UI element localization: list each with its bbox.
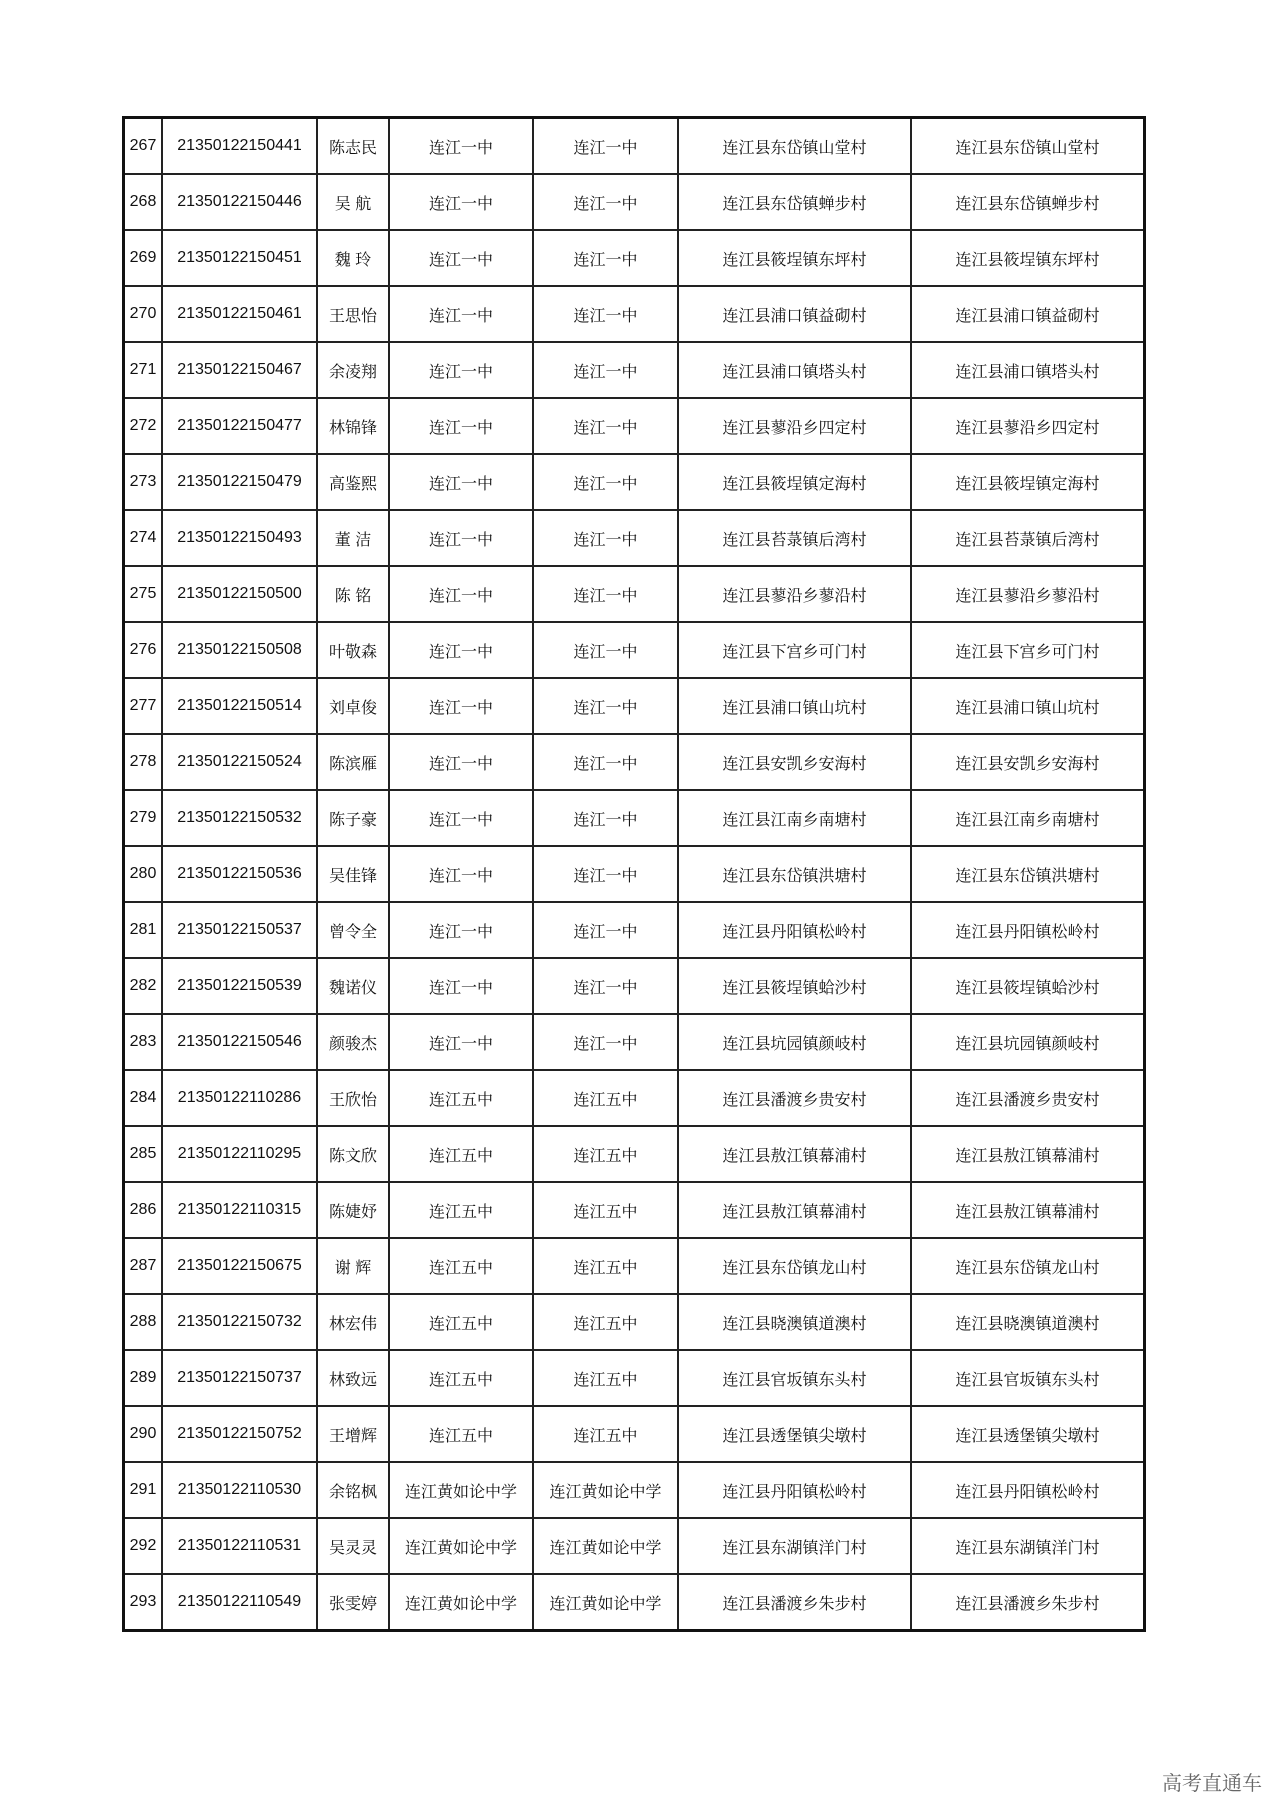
admitted-school-cell: 连江一中 xyxy=(533,342,678,398)
household-address-cell: 连江县蓼沿乡蓼沿村 xyxy=(678,566,911,622)
row-number-cell: 287 xyxy=(124,1238,163,1294)
school-cell: 连江一中 xyxy=(389,342,533,398)
table-row xyxy=(124,398,1145,454)
candidate-id-cell: 21350122150752 xyxy=(162,1406,317,1462)
table-row xyxy=(124,342,1145,398)
residence-address-cell: 连江县丹阳镇松岭村 xyxy=(911,1462,1145,1518)
school-cell: 连江五中 xyxy=(389,1070,533,1126)
admitted-school-cell: 连江黄如论中学 xyxy=(533,1518,678,1574)
candidate-id-cell: 21350122150737 xyxy=(162,1350,317,1406)
student-name-cell: 陈子豪 xyxy=(317,790,389,846)
row-number-cell: 278 xyxy=(124,734,163,790)
candidate-id-cell: 21350122150537 xyxy=(162,902,317,958)
school-cell: 连江一中 xyxy=(389,734,533,790)
admitted-school-cell: 连江五中 xyxy=(533,1350,678,1406)
student-name-cell: 王欣怡 xyxy=(317,1070,389,1126)
admitted-school-cell: 连江一中 xyxy=(533,622,678,678)
residence-address-cell: 连江县晓澳镇道澳村 xyxy=(911,1294,1145,1350)
student-name-cell: 林宏伟 xyxy=(317,1294,389,1350)
student-name-cell: 吴灵灵 xyxy=(317,1518,389,1574)
table-row xyxy=(124,1462,1145,1518)
row-number-cell: 281 xyxy=(124,902,163,958)
row-number-cell: 285 xyxy=(124,1126,163,1182)
row-number-cell: 268 xyxy=(124,174,163,230)
school-cell: 连江黄如论中学 xyxy=(389,1518,533,1574)
school-cell: 连江一中 xyxy=(389,510,533,566)
admitted-school-cell: 连江一中 xyxy=(533,510,678,566)
student-name-cell: 陈 铭 xyxy=(317,566,389,622)
residence-address-cell: 连江县敖江镇幕浦村 xyxy=(911,1126,1145,1182)
table-row xyxy=(124,230,1145,286)
candidate-id-cell: 21350122150532 xyxy=(162,790,317,846)
table-row xyxy=(124,846,1145,902)
residence-address-cell: 连江县潘渡乡贵安村 xyxy=(911,1070,1145,1126)
residence-address-cell: 连江县坑园镇颜岐村 xyxy=(911,1014,1145,1070)
household-address-cell: 连江县筱埕镇定海村 xyxy=(678,454,911,510)
household-address-cell: 连江县东岱镇洪塘村 xyxy=(678,846,911,902)
table-row xyxy=(124,286,1145,342)
residence-address-cell: 连江县苔菉镇后湾村 xyxy=(911,510,1145,566)
school-cell: 连江一中 xyxy=(389,454,533,510)
table-row xyxy=(124,1014,1145,1070)
household-address-cell: 连江县东湖镇洋门村 xyxy=(678,1518,911,1574)
table-row xyxy=(124,902,1145,958)
household-address-cell: 连江县丹阳镇松岭村 xyxy=(678,902,911,958)
student-name-cell: 林致远 xyxy=(317,1350,389,1406)
school-cell: 连江黄如论中学 xyxy=(389,1574,533,1631)
student-name-cell: 高鉴熙 xyxy=(317,454,389,510)
table-row xyxy=(124,622,1145,678)
residence-address-cell: 连江县东岱镇蝉步村 xyxy=(911,174,1145,230)
school-cell: 连江一中 xyxy=(389,846,533,902)
admitted-school-cell: 连江五中 xyxy=(533,1238,678,1294)
admitted-school-cell: 连江一中 xyxy=(533,678,678,734)
row-number-cell: 267 xyxy=(124,118,163,175)
row-number-cell: 270 xyxy=(124,286,163,342)
residence-address-cell: 连江县蓼沿乡四定村 xyxy=(911,398,1145,454)
admitted-school-cell: 连江一中 xyxy=(533,734,678,790)
residence-address-cell: 连江县敖江镇幕浦村 xyxy=(911,1182,1145,1238)
school-cell: 连江黄如论中学 xyxy=(389,1462,533,1518)
table-row xyxy=(124,118,1145,175)
residence-address-cell: 连江县浦口镇塔头村 xyxy=(911,342,1145,398)
admitted-school-cell: 连江一中 xyxy=(533,286,678,342)
row-number-cell: 275 xyxy=(124,566,163,622)
row-number-cell: 282 xyxy=(124,958,163,1014)
household-address-cell: 连江县蓼沿乡四定村 xyxy=(678,398,911,454)
school-cell: 连江五中 xyxy=(389,1406,533,1462)
student-name-cell: 颜骏杰 xyxy=(317,1014,389,1070)
candidate-id-cell: 21350122150446 xyxy=(162,174,317,230)
candidate-id-cell: 21350122150467 xyxy=(162,342,317,398)
residence-address-cell: 连江县丹阳镇松岭村 xyxy=(911,902,1145,958)
admitted-school-cell: 连江一中 xyxy=(533,846,678,902)
student-name-cell: 陈文欣 xyxy=(317,1126,389,1182)
admitted-school-cell: 连江一中 xyxy=(533,398,678,454)
school-cell: 连江一中 xyxy=(389,286,533,342)
student-roster-table xyxy=(122,116,1146,1632)
candidate-id-cell: 21350122110295 xyxy=(162,1126,317,1182)
household-address-cell: 连江县潘渡乡贵安村 xyxy=(678,1070,911,1126)
row-number-cell: 292 xyxy=(124,1518,163,1574)
table-row xyxy=(124,1294,1145,1350)
table-row xyxy=(124,1518,1145,1574)
admitted-school-cell: 连江一中 xyxy=(533,118,678,175)
admitted-school-cell: 连江一中 xyxy=(533,174,678,230)
candidate-id-cell: 21350122150524 xyxy=(162,734,317,790)
candidate-id-cell: 21350122110549 xyxy=(162,1574,317,1631)
table-row xyxy=(124,1182,1145,1238)
household-address-cell: 连江县下宫乡可门村 xyxy=(678,622,911,678)
household-address-cell: 连江县晓澳镇道澳村 xyxy=(678,1294,911,1350)
table-row xyxy=(124,1574,1145,1631)
school-cell: 连江一中 xyxy=(389,1014,533,1070)
residence-address-cell: 连江县筱埕镇蛤沙村 xyxy=(911,958,1145,1014)
admitted-school-cell: 连江一中 xyxy=(533,230,678,286)
table-row xyxy=(124,454,1145,510)
row-number-cell: 283 xyxy=(124,1014,163,1070)
table-row xyxy=(124,734,1145,790)
candidate-id-cell: 21350122150451 xyxy=(162,230,317,286)
household-address-cell: 连江县敖江镇幕浦村 xyxy=(678,1182,911,1238)
student-name-cell: 陈滨雁 xyxy=(317,734,389,790)
household-address-cell: 连江县东岱镇龙山村 xyxy=(678,1238,911,1294)
residence-address-cell: 连江县浦口镇益砌村 xyxy=(911,286,1145,342)
table-row xyxy=(124,510,1145,566)
school-cell: 连江一中 xyxy=(389,678,533,734)
admitted-school-cell: 连江一中 xyxy=(533,902,678,958)
row-number-cell: 273 xyxy=(124,454,163,510)
student-name-cell: 魏 玲 xyxy=(317,230,389,286)
table-row xyxy=(124,566,1145,622)
residence-address-cell: 连江县筱埕镇东坪村 xyxy=(911,230,1145,286)
roster-body xyxy=(124,118,1145,1631)
household-address-cell: 连江县透堡镇尖墩村 xyxy=(678,1406,911,1462)
candidate-id-cell: 21350122110531 xyxy=(162,1518,317,1574)
school-cell: 连江五中 xyxy=(389,1350,533,1406)
school-cell: 连江五中 xyxy=(389,1126,533,1182)
admitted-school-cell: 连江五中 xyxy=(533,1070,678,1126)
residence-address-cell: 连江县安凯乡安海村 xyxy=(911,734,1145,790)
student-name-cell: 张雯婷 xyxy=(317,1574,389,1631)
candidate-id-cell: 21350122150514 xyxy=(162,678,317,734)
household-address-cell: 连江县浦口镇山坑村 xyxy=(678,678,911,734)
residence-address-cell: 连江县透堡镇尖墩村 xyxy=(911,1406,1145,1462)
candidate-id-cell: 21350122150441 xyxy=(162,118,317,175)
row-number-cell: 284 xyxy=(124,1070,163,1126)
residence-address-cell: 连江县东岱镇山堂村 xyxy=(911,118,1145,175)
candidate-id-cell: 21350122110315 xyxy=(162,1182,317,1238)
household-address-cell: 连江县官坂镇东头村 xyxy=(678,1350,911,1406)
student-name-cell: 王增辉 xyxy=(317,1406,389,1462)
row-number-cell: 291 xyxy=(124,1462,163,1518)
admitted-school-cell: 连江一中 xyxy=(533,566,678,622)
row-number-cell: 276 xyxy=(124,622,163,678)
student-name-cell: 刘卓俊 xyxy=(317,678,389,734)
candidate-id-cell: 21350122150732 xyxy=(162,1294,317,1350)
residence-address-cell: 连江县东岱镇洪塘村 xyxy=(911,846,1145,902)
student-name-cell: 吴佳锋 xyxy=(317,846,389,902)
school-cell: 连江一中 xyxy=(389,398,533,454)
household-address-cell: 连江县敖江镇幕浦村 xyxy=(678,1126,911,1182)
household-address-cell: 连江县筱埕镇蛤沙村 xyxy=(678,958,911,1014)
row-number-cell: 289 xyxy=(124,1350,163,1406)
candidate-id-cell: 21350122150539 xyxy=(162,958,317,1014)
residence-address-cell: 连江县蓼沿乡蓼沿村 xyxy=(911,566,1145,622)
row-number-cell: 274 xyxy=(124,510,163,566)
school-cell: 连江五中 xyxy=(389,1182,533,1238)
table-row xyxy=(124,678,1145,734)
household-address-cell: 连江县潘渡乡朱步村 xyxy=(678,1574,911,1631)
student-name-cell: 吴 航 xyxy=(317,174,389,230)
row-number-cell: 293 xyxy=(124,1574,163,1631)
candidate-id-cell: 21350122150493 xyxy=(162,510,317,566)
school-cell: 连江一中 xyxy=(389,118,533,175)
residence-address-cell: 连江县东岱镇龙山村 xyxy=(911,1238,1145,1294)
candidate-id-cell: 21350122150479 xyxy=(162,454,317,510)
school-cell: 连江五中 xyxy=(389,1294,533,1350)
row-number-cell: 286 xyxy=(124,1182,163,1238)
candidate-id-cell: 21350122110530 xyxy=(162,1462,317,1518)
household-address-cell: 连江县丹阳镇松岭村 xyxy=(678,1462,911,1518)
row-number-cell: 269 xyxy=(124,230,163,286)
household-address-cell: 连江县江南乡南塘村 xyxy=(678,790,911,846)
admitted-school-cell: 连江黄如论中学 xyxy=(533,1574,678,1631)
admitted-school-cell: 连江一中 xyxy=(533,1014,678,1070)
admitted-school-cell: 连江五中 xyxy=(533,1182,678,1238)
admitted-school-cell: 连江五中 xyxy=(533,1126,678,1182)
watermark: 高考直通车 xyxy=(1162,1773,1262,1795)
school-cell: 连江五中 xyxy=(389,1238,533,1294)
household-address-cell: 连江县筱埕镇东坪村 xyxy=(678,230,911,286)
candidate-id-cell: 21350122150675 xyxy=(162,1238,317,1294)
student-name-cell: 谢 辉 xyxy=(317,1238,389,1294)
admitted-school-cell: 连江黄如论中学 xyxy=(533,1462,678,1518)
school-cell: 连江一中 xyxy=(389,230,533,286)
household-address-cell: 连江县浦口镇益砌村 xyxy=(678,286,911,342)
student-name-cell: 余凌翔 xyxy=(317,342,389,398)
household-address-cell: 连江县浦口镇塔头村 xyxy=(678,342,911,398)
household-address-cell: 连江县东岱镇蝉步村 xyxy=(678,174,911,230)
residence-address-cell: 连江县潘渡乡朱步村 xyxy=(911,1574,1145,1631)
residence-address-cell: 连江县筱埕镇定海村 xyxy=(911,454,1145,510)
admitted-school-cell: 连江一中 xyxy=(533,454,678,510)
admitted-school-cell: 连江一中 xyxy=(533,958,678,1014)
student-name-cell: 曾令全 xyxy=(317,902,389,958)
residence-address-cell: 连江县浦口镇山坑村 xyxy=(911,678,1145,734)
row-number-cell: 279 xyxy=(124,790,163,846)
household-address-cell: 连江县坑园镇颜岐村 xyxy=(678,1014,911,1070)
admitted-school-cell: 连江五中 xyxy=(533,1406,678,1462)
student-name-cell: 魏诺仪 xyxy=(317,958,389,1014)
student-name-cell: 余铭枫 xyxy=(317,1462,389,1518)
candidate-id-cell: 21350122150461 xyxy=(162,286,317,342)
residence-address-cell: 连江县江南乡南塘村 xyxy=(911,790,1145,846)
residence-address-cell: 连江县官坂镇东头村 xyxy=(911,1350,1145,1406)
household-address-cell: 连江县安凯乡安海村 xyxy=(678,734,911,790)
table-row xyxy=(124,1238,1145,1294)
student-name-cell: 林锦锋 xyxy=(317,398,389,454)
household-address-cell: 连江县苔菉镇后湾村 xyxy=(678,510,911,566)
row-number-cell: 290 xyxy=(124,1406,163,1462)
table-row xyxy=(124,1070,1145,1126)
school-cell: 连江一中 xyxy=(389,174,533,230)
candidate-id-cell: 21350122110286 xyxy=(162,1070,317,1126)
school-cell: 连江一中 xyxy=(389,902,533,958)
row-number-cell: 271 xyxy=(124,342,163,398)
student-name-cell: 陈婕妤 xyxy=(317,1182,389,1238)
residence-address-cell: 连江县东湖镇洋门村 xyxy=(911,1518,1145,1574)
row-number-cell: 288 xyxy=(124,1294,163,1350)
student-name-cell: 陈志民 xyxy=(317,118,389,175)
admitted-school-cell: 连江五中 xyxy=(533,1294,678,1350)
table-row xyxy=(124,1406,1145,1462)
candidate-id-cell: 21350122150508 xyxy=(162,622,317,678)
table-row xyxy=(124,1126,1145,1182)
school-cell: 连江一中 xyxy=(389,790,533,846)
admitted-school-cell: 连江一中 xyxy=(533,790,678,846)
residence-address-cell: 连江县下宫乡可门村 xyxy=(911,622,1145,678)
table-row xyxy=(124,174,1145,230)
school-cell: 连江一中 xyxy=(389,622,533,678)
student-name-cell: 叶敬森 xyxy=(317,622,389,678)
candidate-id-cell: 21350122150477 xyxy=(162,398,317,454)
student-name-cell: 王思怡 xyxy=(317,286,389,342)
candidate-id-cell: 21350122150546 xyxy=(162,1014,317,1070)
row-number-cell: 280 xyxy=(124,846,163,902)
candidate-id-cell: 21350122150500 xyxy=(162,566,317,622)
school-cell: 连江一中 xyxy=(389,958,533,1014)
row-number-cell: 277 xyxy=(124,678,163,734)
household-address-cell: 连江县东岱镇山堂村 xyxy=(678,118,911,175)
table-row xyxy=(124,1350,1145,1406)
table-row xyxy=(124,790,1145,846)
row-number-cell: 272 xyxy=(124,398,163,454)
school-cell: 连江一中 xyxy=(389,566,533,622)
candidate-id-cell: 21350122150536 xyxy=(162,846,317,902)
table-row xyxy=(124,958,1145,1014)
student-name-cell: 董 洁 xyxy=(317,510,389,566)
